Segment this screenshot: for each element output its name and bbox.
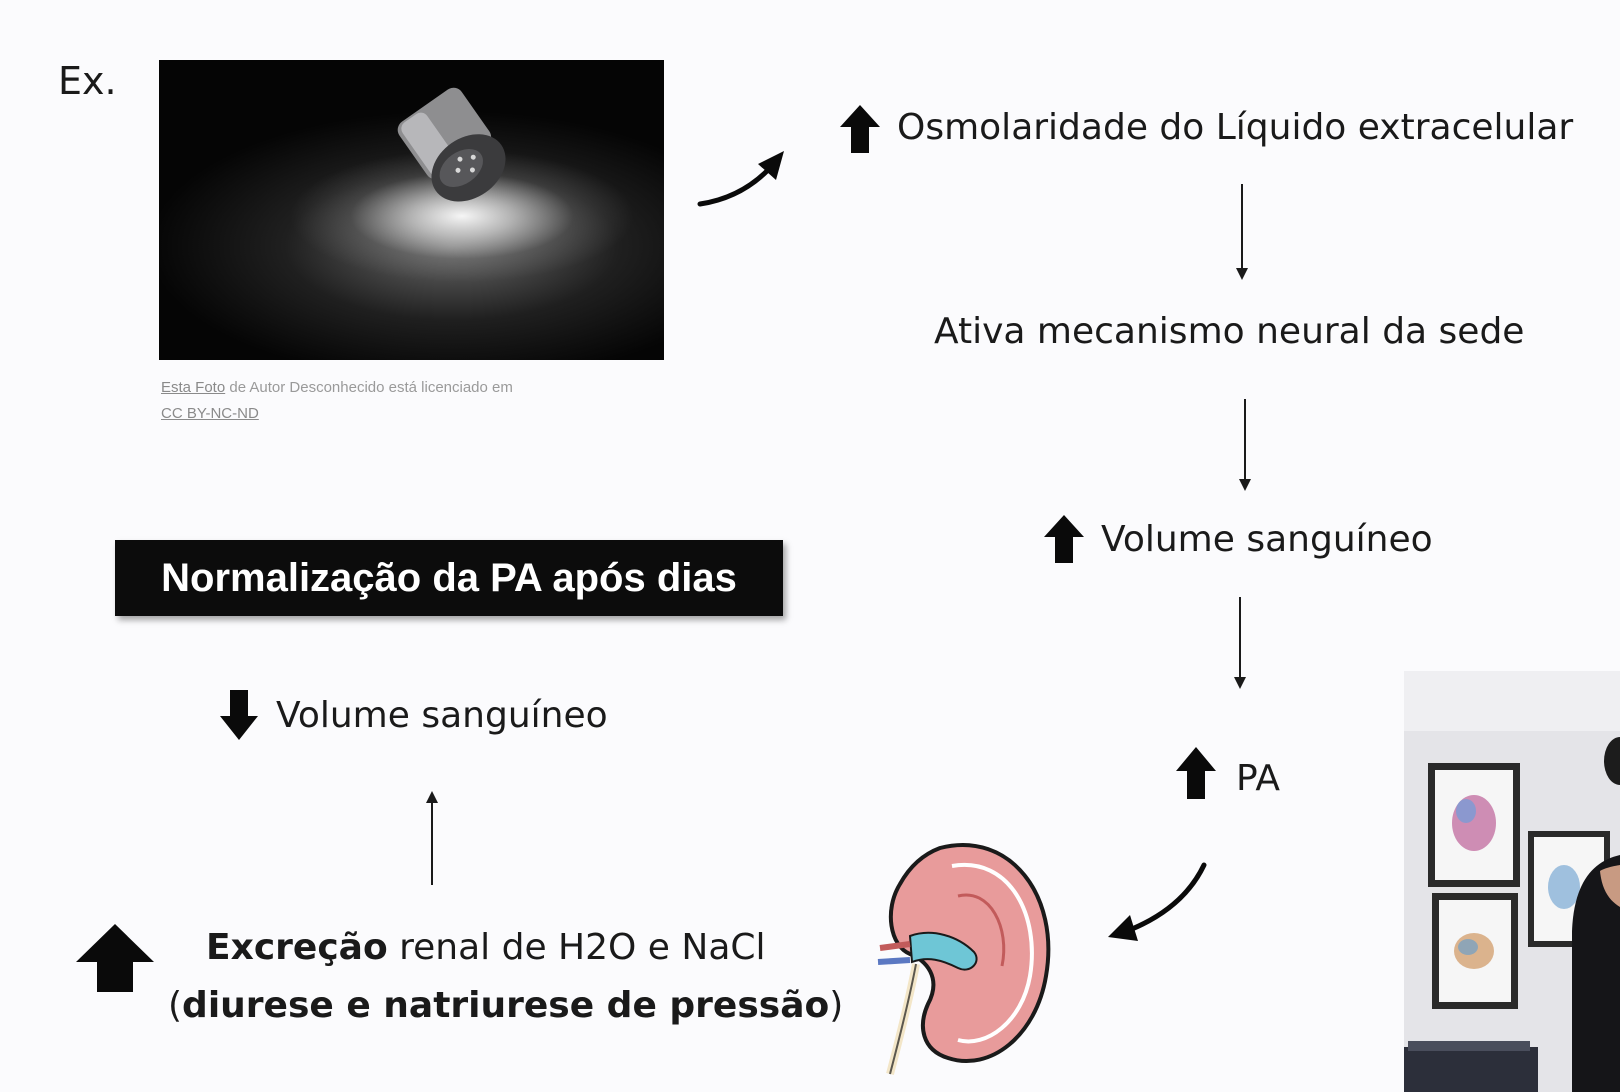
down-arrow-icon — [1235, 397, 1255, 495]
salt-shaker-photo — [159, 60, 664, 360]
photo-credit-link[interactable]: Esta Foto — [161, 379, 226, 396]
photo-credit — [161, 375, 513, 427]
presenter-video-frame — [1404, 671, 1620, 1092]
normalizacao-label: Normalização da PA após dias — [161, 555, 737, 600]
up-arrow-icon — [838, 103, 882, 155]
up-arrow-icon — [74, 922, 156, 994]
excrecao-line — [206, 927, 766, 968]
photo-license-link[interactable]: CC BY-NC-ND — [161, 405, 259, 422]
down-arrow-icon — [218, 688, 260, 742]
diurese-line — [168, 985, 844, 1026]
down-arrow-icon — [1232, 182, 1252, 284]
photo-credit-text: de Autor Desconhecido está licenciado em — [225, 379, 513, 396]
volume-sanguineo-up-label: Volume sanguíneo — [1101, 519, 1433, 560]
excrecao-rest: renal de H2O e NaCl — [387, 927, 766, 968]
excrecao-bold: Excreção — [206, 927, 388, 968]
curved-arrow-icon — [1100, 855, 1210, 945]
diurese-bold: diurese e natriurese de pressão — [182, 985, 830, 1026]
kidney-icon — [870, 836, 1060, 1076]
up-arrow-icon — [422, 789, 442, 887]
down-arrow-icon — [1230, 595, 1250, 693]
presenter-webcam — [1404, 671, 1620, 1092]
sede-label: Ativa mecanismo neural da sede — [934, 311, 1525, 352]
paren-close: ) — [829, 985, 844, 1026]
osmolaridade-label: Osmolaridade do Líquido extracelular — [897, 107, 1574, 148]
salt-shaker-icon — [159, 60, 664, 360]
curved-arrow-icon — [690, 140, 800, 220]
pa-label: PA — [1236, 758, 1281, 799]
normalizacao-box — [115, 540, 783, 616]
up-arrow-icon — [1042, 513, 1086, 565]
volume-sanguineo-down-label: Volume sanguíneo — [276, 695, 608, 736]
example-label: Ex. — [58, 59, 117, 103]
paren-open: ( — [168, 985, 183, 1026]
up-arrow-icon — [1174, 745, 1218, 801]
